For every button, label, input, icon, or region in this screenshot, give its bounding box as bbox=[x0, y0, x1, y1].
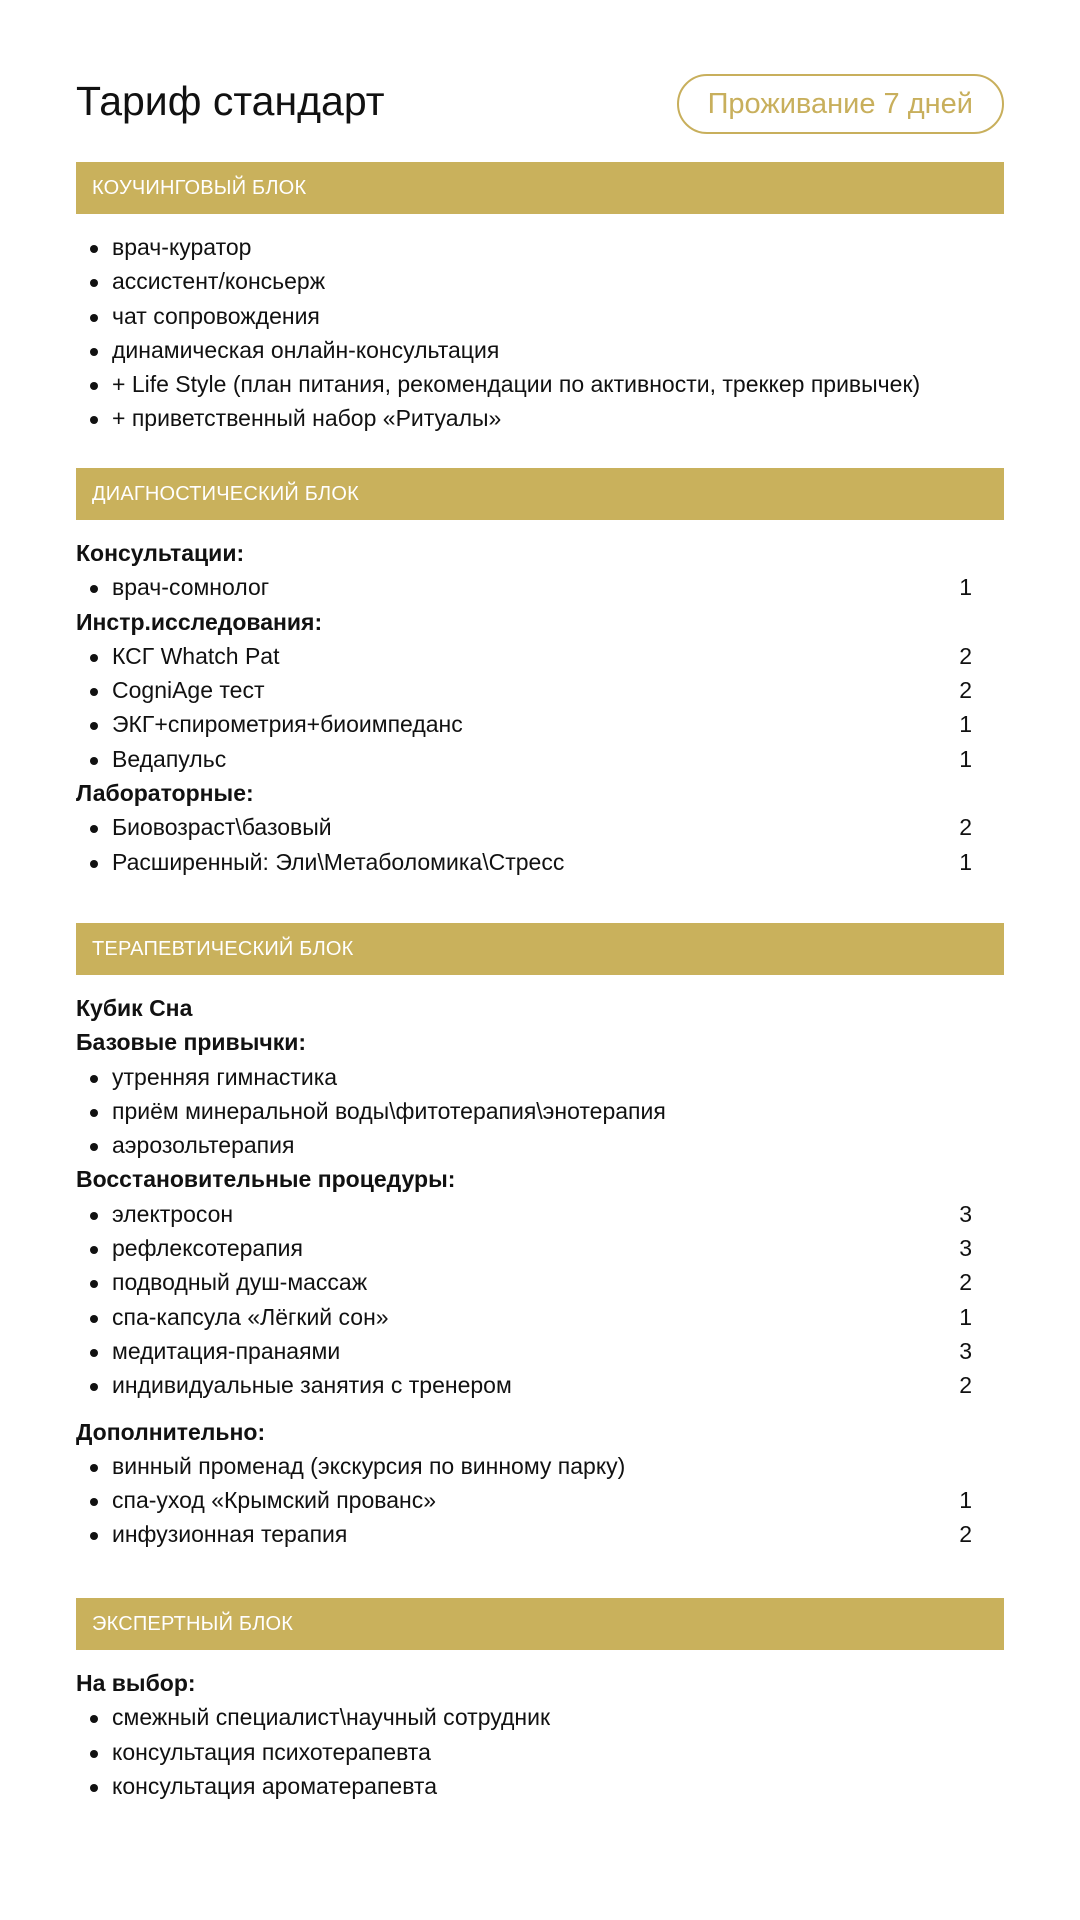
item-name: Биовозраст\базовый bbox=[112, 814, 332, 841]
section-therapeutic bbox=[76, 975, 1004, 1598]
item-name: врач-сомнолог bbox=[112, 574, 270, 601]
list-item: аэрозольтерапия bbox=[76, 1128, 1004, 1162]
section-diagnostic bbox=[76, 520, 1004, 923]
section-expert bbox=[76, 1650, 1004, 1803]
section-coaching bbox=[76, 214, 1004, 468]
list-item bbox=[76, 570, 1004, 604]
item-quantity: 1 bbox=[959, 574, 972, 601]
list-item: динамическая онлайн-консультация bbox=[76, 333, 1004, 367]
list-item bbox=[76, 810, 1004, 844]
section-coaching-header: КОУЧИНГОВЫЙ БЛОК bbox=[76, 162, 1004, 214]
item-name: ЭКГ+спирометрия+биоимпеданс bbox=[112, 711, 463, 738]
item-name: индивидуальные занятия с тренером bbox=[112, 1372, 512, 1399]
item-name: винный променад (экскурсия по винному парку) bbox=[112, 1452, 626, 1479]
list-item bbox=[76, 1231, 1004, 1265]
item-name: инфузионная терапия bbox=[112, 1521, 348, 1548]
item-name: рефлексотерапия bbox=[112, 1235, 303, 1262]
item-quantity: 1 bbox=[959, 745, 972, 772]
item-quantity: 3 bbox=[959, 1337, 972, 1364]
page-header bbox=[76, 0, 1004, 162]
subheading-recovery: Восстановительные процедуры: bbox=[76, 1166, 456, 1193]
list-item: + Life Style (план питания, рекомендации по активности, треккер привычек) bbox=[76, 367, 1004, 401]
item-name: CogniAge тест bbox=[112, 677, 265, 704]
list-item bbox=[76, 1334, 1004, 1368]
list-item bbox=[76, 1197, 1004, 1231]
list-item: + приветственный набор «Ритуалы» bbox=[76, 401, 1004, 435]
item-name: спа-уход «Крымский прованс» bbox=[112, 1487, 436, 1514]
section-diagnostic-header: ДИАГНОСТИЧЕСКИЙ БЛОК bbox=[76, 468, 1004, 520]
item-quantity: 2 bbox=[959, 677, 972, 704]
item-quantity: 2 bbox=[959, 1269, 972, 1296]
list-item bbox=[76, 1368, 1004, 1402]
sleep-cube-title: Кубик Сна bbox=[76, 995, 193, 1021]
list-item bbox=[76, 639, 1004, 673]
item-quantity: 2 bbox=[959, 1521, 972, 1548]
list-item bbox=[76, 1517, 1004, 1551]
list-item bbox=[76, 1449, 1004, 1483]
list-item bbox=[76, 707, 1004, 741]
list-item: консультация ароматерапевта bbox=[76, 1769, 1004, 1803]
list-item: врач-куратор bbox=[76, 230, 1004, 264]
list-item bbox=[76, 1300, 1004, 1334]
list-item bbox=[76, 1483, 1004, 1517]
item-quantity: 2 bbox=[959, 814, 972, 841]
list-item: утренняя гимнастика bbox=[76, 1060, 1004, 1094]
list-item: чат сопровождения bbox=[76, 299, 1004, 333]
list-item bbox=[76, 845, 1004, 879]
subheading-additional: Дополнительно: bbox=[76, 1418, 266, 1445]
list-item: приём минеральной воды\фитотерапия\энотерапия bbox=[76, 1094, 1004, 1128]
section-expert-header: ЭКСПЕРТНЫЙ БЛОК bbox=[76, 1598, 1004, 1650]
item-name: спа-капсула «Лёгкий сон» bbox=[112, 1303, 389, 1330]
item-quantity: 1 bbox=[959, 848, 972, 875]
subheading-choice: На выбор: bbox=[76, 1670, 196, 1696]
subheading-habits: Базовые привычки: bbox=[76, 1029, 306, 1056]
item-name: Расширенный: Эли\Метаболомика\Стресс bbox=[112, 848, 565, 875]
subheading-consultations: Консультации: bbox=[76, 540, 245, 566]
list-item bbox=[76, 742, 1004, 776]
item-name: электросон bbox=[112, 1200, 234, 1227]
page-title: Тариф стандарт bbox=[76, 78, 385, 124]
list-item bbox=[76, 1265, 1004, 1299]
item-quantity: 3 bbox=[959, 1200, 972, 1227]
list-item: смежный специалист\научный сотрудник bbox=[76, 1700, 1004, 1734]
stay-duration-badge: Проживание 7 дней bbox=[677, 74, 1004, 134]
item-quantity: 1 bbox=[959, 1487, 972, 1514]
item-name: медитация-пранаями bbox=[112, 1337, 341, 1364]
section-therapeutic-header: ТЕРАПЕВТИЧЕСКИЙ БЛОК bbox=[76, 923, 1004, 975]
list-item bbox=[76, 673, 1004, 707]
subheading-laboratory: Лабораторные: bbox=[76, 780, 254, 807]
item-name: КСГ Whatch Pat bbox=[112, 642, 280, 669]
subheading-instrumental: Инстр.исследования: bbox=[76, 608, 323, 635]
spacer bbox=[76, 1403, 1004, 1415]
item-quantity: 3 bbox=[959, 1235, 972, 1262]
item-name: подводный душ-массаж bbox=[112, 1269, 368, 1296]
list-item: ассистент/консьерж bbox=[76, 264, 1004, 298]
item-quantity: 1 bbox=[959, 1303, 972, 1330]
item-name: Ведапульс bbox=[112, 745, 227, 772]
item-quantity: 1 bbox=[959, 711, 972, 738]
item-quantity: 2 bbox=[959, 642, 972, 669]
list-item: консультация психотерапевта bbox=[76, 1735, 1004, 1769]
item-quantity: 2 bbox=[959, 1372, 972, 1399]
